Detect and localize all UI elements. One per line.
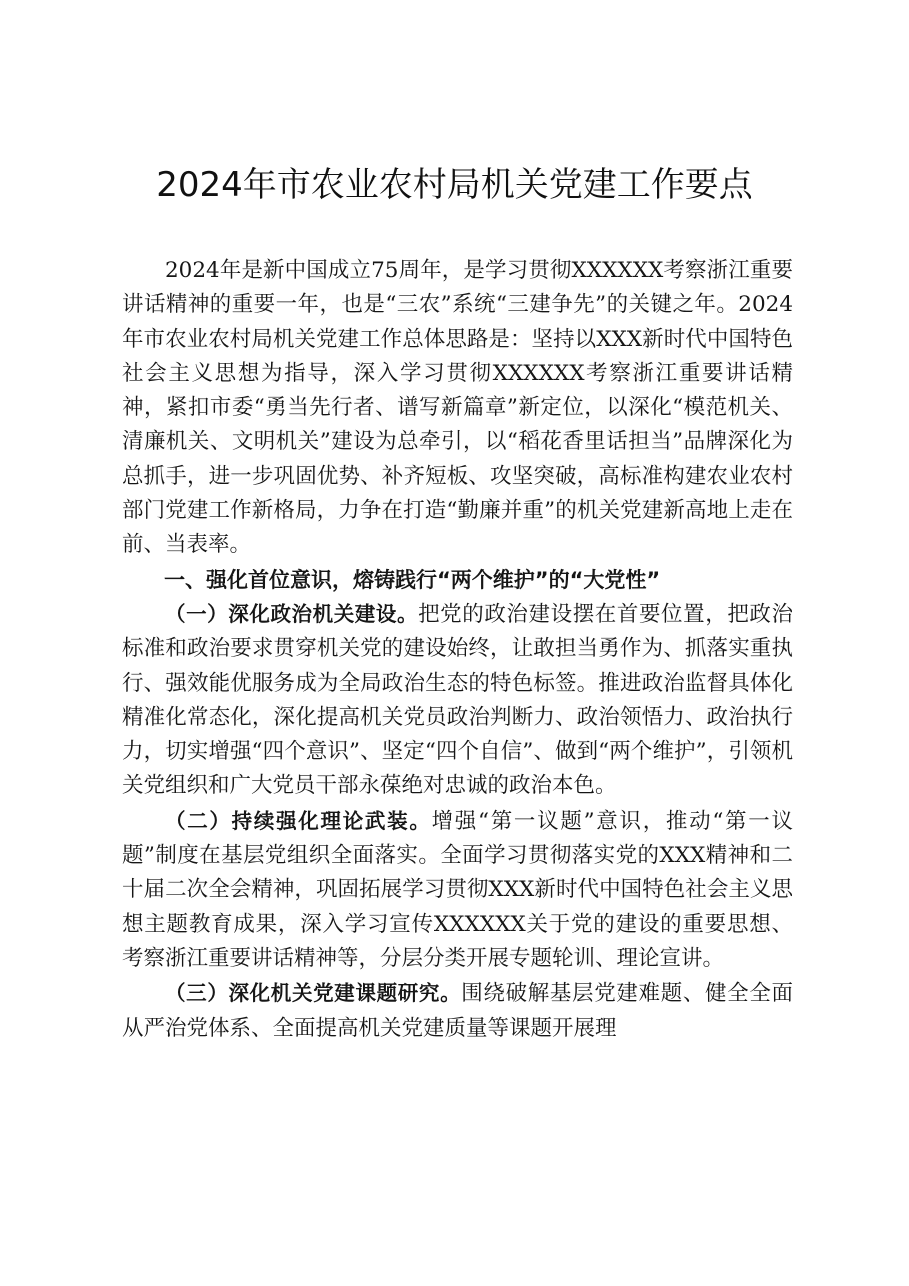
item-paragraph-2	[122, 804, 793, 976]
item-paragraph-3	[122, 976, 793, 1046]
section-heading-1: 一、强化首位意识，熔铸践行“两个维护”的“大党性”	[164, 567, 661, 592]
item-lead-1: （一）深化政治机关建设。	[165, 601, 419, 626]
item-body-2: 增强“第一议题”意识，推动“第一议题”制度在基层党组织全面落实。全面学习贯彻落实党的XXX精神和二十届二次全会精神，巩固拓展学习贯彻XXX新时代中国特色社会主义思想主题教育成果，深入学习宣传XXXXXX关于党的建设的重要思想、考察浙江重要讲话精神等，分层分类开展专题轮训、理论宣讲。	[122, 808, 793, 971]
intro-paragraph: 2024年是新中国成立75周年，是学习贯彻XXXXXX考察浙江重要讲话精神的重要一年，也是“三农”系统“三建争先”的关键之年。2024年市农业农村局机关党建工作总体思路是：坚持以XXX新时代中国特色社会主义思想为指导，深入学习贯彻XXXXXX考察浙江重要讲话精神，紧扣市委“勇当先行者、谱写新篇章”新定位，以深化“模范机关、清廉机关、文明机关”建设为总牵引，以“稻花香里话担当”品牌深化为总抓手，进一步巩固优势、补齐短板、攻坚突破，高标准构建农业农村部门党建工作新格局，力争在打造“勤廉并重”的机关党建新高地上走在前、当表率。	[122, 258, 793, 558]
item-lead-2: （二）持续强化理论武装。	[165, 808, 432, 833]
item-paragraph-1	[122, 597, 793, 804]
document-title: 2024年市农业农村局机关党建工作要点	[156, 165, 753, 205]
item-lead-3: （三）深化机关党建课题研究。	[165, 981, 462, 1006]
item-body-1: 把党的政治建设摆在首要位置，把政治标准和政治要求贯穿机关党的建设始终，让敢担当勇作为、抓落实重执行、强效能优服务成为全局政治生态的特色标签。推进政治监督具体化精准化常态化，深化提高机关党员政治判断力、政治领悟力、政治执行力，切实增强“四个意识”、坚定“四个自信”、做到“两个维护”，引领机关党组织和广大党员干部永葆绝对忠诚的政治本色。	[122, 601, 793, 799]
item-body-3: 围绕破解基层党建难题、健全全面从严治党体系、全面提高机关党建质量等课题开展理	[122, 981, 793, 1041]
document-body	[122, 254, 793, 1046]
